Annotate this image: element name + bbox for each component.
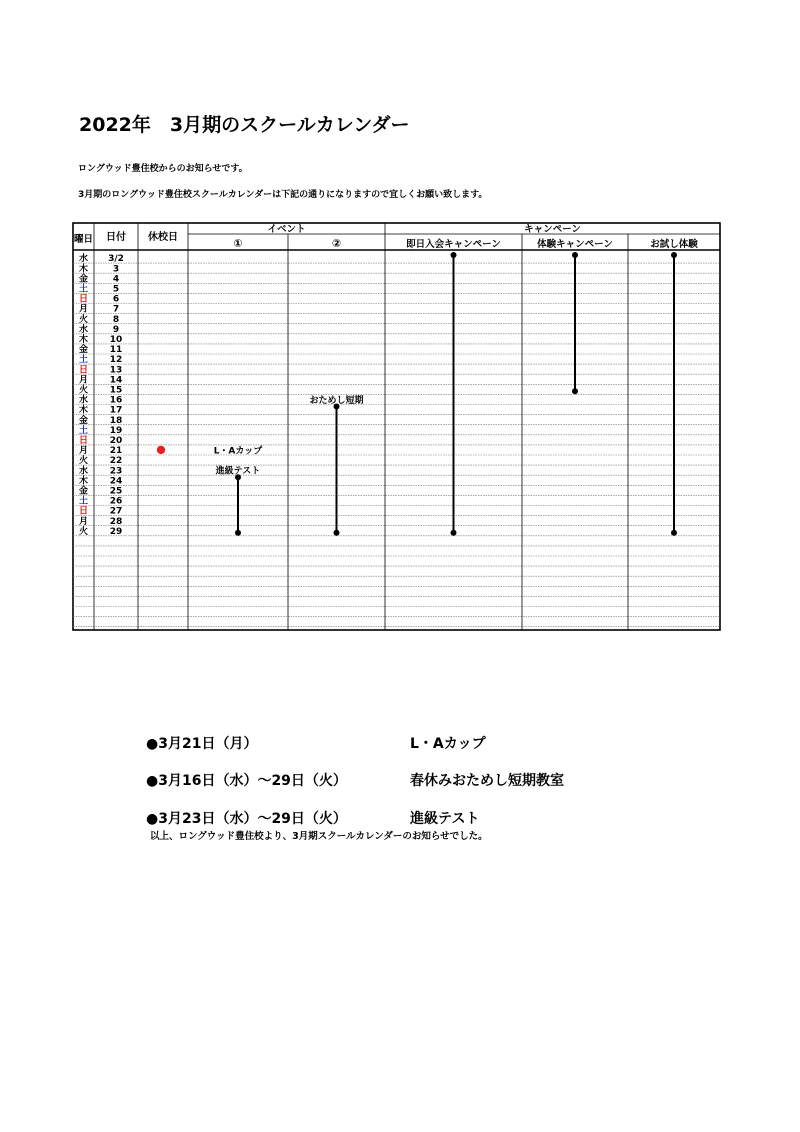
- row-date: 13: [109, 365, 123, 376]
- intro-line-2: 3月期のロングウッド豊住校スクールカレンダーは下記の通りになりますので宜しくお願い致します。: [78, 190, 488, 200]
- row-date: 24: [109, 476, 123, 487]
- row-date: 18: [109, 415, 123, 426]
- row-weekday: 木: [78, 405, 89, 416]
- row-weekday: 日: [78, 506, 89, 517]
- row-weekday: 木: [78, 335, 89, 345]
- summary-desc: L・Aカップ: [410, 736, 486, 752]
- row-date: 10: [109, 335, 123, 345]
- school-calendar-table: [72, 222, 722, 632]
- row-weekday: 火: [78, 456, 89, 467]
- row-weekday: 月: [78, 446, 89, 457]
- row-weekday: 土: [78, 355, 89, 366]
- row-weekday: 月: [78, 304, 89, 315]
- row-date: 3: [112, 264, 120, 275]
- summary-item-level-test: [146, 808, 479, 828]
- row-date: 21: [109, 446, 123, 457]
- row-date: 9: [112, 324, 120, 335]
- summary-desc: 春休みおためし短期教室: [410, 773, 564, 789]
- row-weekday: 日: [78, 294, 89, 305]
- row-date: 6: [112, 294, 120, 305]
- row-weekday: 火: [78, 526, 89, 537]
- row-date: 16: [109, 395, 123, 406]
- row-weekday: 日: [78, 365, 89, 376]
- summary-date: ●3月21日（月）: [146, 736, 258, 752]
- row-weekday: 日: [78, 436, 89, 446]
- row-date: 27: [109, 506, 123, 517]
- row-weekday: 水: [78, 254, 89, 265]
- row-weekday: 月: [78, 516, 89, 527]
- event-label: 進級テスト: [215, 466, 261, 477]
- row-date: 12: [109, 355, 123, 366]
- row-weekday: 水: [78, 324, 89, 335]
- row-weekday: 木: [78, 264, 89, 275]
- row-weekday: 土: [78, 284, 89, 295]
- summary-date: ●3月23日（水）～29日（火）: [146, 811, 347, 827]
- row-weekday: 金: [78, 274, 89, 285]
- row-date: 7: [112, 304, 120, 315]
- closed-day-marker: [157, 446, 165, 454]
- row-date: 5: [112, 284, 120, 295]
- header-date: 日付: [106, 232, 126, 243]
- period-end-dot: [334, 530, 340, 536]
- row-weekday: 水: [78, 466, 89, 477]
- row-weekday: 火: [78, 314, 89, 325]
- event-label: L・Aカップ: [213, 446, 263, 457]
- row-weekday: 火: [78, 385, 89, 396]
- summary-item-short-course: [146, 770, 564, 790]
- header-campaign-1: 即日入会キャンペーン: [406, 239, 501, 250]
- row-weekday: 土: [78, 496, 89, 507]
- header-campaign-2: 体験キャンペーン: [537, 239, 613, 250]
- row-weekday: 金: [78, 345, 89, 356]
- summary-desc: 進級テスト: [410, 811, 480, 827]
- summary-item-la-cup: [146, 733, 486, 753]
- row-date: 28: [109, 516, 123, 527]
- row-date: 22: [109, 456, 123, 467]
- header-event-2: ②: [331, 237, 342, 250]
- summary-date: ●3月16日（水）～29日（火）: [146, 773, 347, 789]
- row-weekday: 木: [78, 476, 89, 487]
- row-weekday: 土: [78, 425, 89, 436]
- intro-line-1: ロングウッド豊住校からのお知らせです。: [78, 164, 248, 174]
- period-start-dot: [572, 252, 578, 258]
- row-date: 4: [112, 274, 120, 285]
- closing-note: 以上、ロングウッド豊住校より、3月期スクールカレンダーのお知らせでした。: [150, 831, 488, 842]
- row-weekday: 金: [78, 486, 89, 497]
- period-end-dot: [235, 530, 241, 536]
- row-date: 15: [109, 385, 123, 396]
- row-date: 26: [109, 496, 123, 507]
- period-start-dot: [451, 252, 457, 258]
- row-weekday: 月: [78, 375, 89, 386]
- row-date: 25: [109, 486, 123, 497]
- row-date: 29: [109, 526, 123, 537]
- period-start-dot: [671, 252, 677, 258]
- row-date: 17: [109, 405, 123, 416]
- period-end-dot: [671, 530, 677, 536]
- table-frame: [73, 223, 720, 630]
- header-closed-day: 休校日: [148, 232, 178, 243]
- period-end-dot: [572, 388, 578, 394]
- row-weekday: 金: [78, 415, 89, 426]
- row-date: 20: [109, 436, 123, 446]
- event-label: おためし短期: [309, 395, 364, 406]
- header-campaign-group: キャンペーン: [524, 224, 581, 235]
- header-event-1: ①: [233, 237, 243, 250]
- row-date: 3/2: [108, 254, 124, 265]
- period-end-dot: [451, 530, 457, 536]
- row-date: 8: [112, 314, 120, 325]
- row-weekday: 水: [78, 395, 89, 406]
- row-date: 23: [109, 466, 123, 477]
- header-weekday: 曜日: [73, 234, 94, 245]
- row-date: 14: [109, 375, 123, 386]
- header-event-group: イベント: [267, 224, 306, 235]
- header-campaign-3: お試し体験: [650, 239, 698, 250]
- page-title: 2022年 3月期のスクールカレンダー: [79, 114, 410, 136]
- row-date: 19: [109, 425, 123, 436]
- row-date: 11: [109, 345, 123, 356]
